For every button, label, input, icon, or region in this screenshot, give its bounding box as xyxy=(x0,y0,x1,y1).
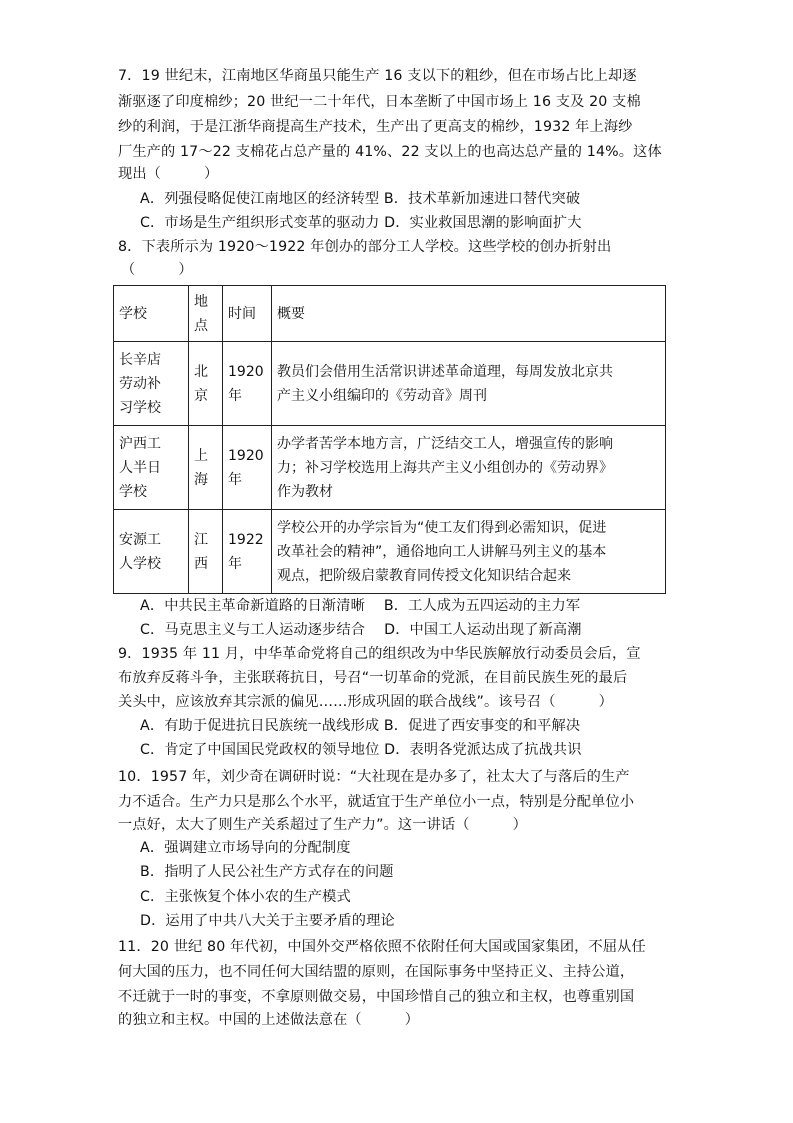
q11-line-2: 何大国的压力，也不同任何大国结盟的原则，在国际事务中坚持正义、主持公道， xyxy=(118,964,635,980)
q7-line-1: 7．19 世纪末，江南地区华商虽只能生产 16 支以下的粗纱，但在市场占比上却逐 xyxy=(118,68,637,84)
q7-line-4: 厂生产的 17～22 支棉花占总产量的 41%、22 支以上的也高达总产量的 14%。这体 xyxy=(118,144,662,160)
q8-line-1: 8．下表所示为 1920～1922 年创办的部分工人学校。这些学校的创办折射出 xyxy=(118,239,612,255)
table-cell: 安源工 人学校 xyxy=(119,531,161,572)
q7-line-3: 纱的利润，于是江浙华商提高生产技术，生产出了更高支的棉纱，1932 年上海纱 xyxy=(118,119,633,135)
q7-line-5: 现出（ ） xyxy=(118,166,219,182)
q9-line-3: 关头中，应该放弃其宗派的偏见……形成巩固的联合战线”。该号召（ ） xyxy=(118,694,613,710)
q11-line-4: 的独立和主权。中国的上述做法意在（ ） xyxy=(118,1012,420,1028)
table-cell: 长辛店 劳动补 习学校 xyxy=(119,351,161,416)
table-row xyxy=(114,510,666,594)
schools-table xyxy=(113,285,666,594)
q10-option-b: B．指明了人民公社生产方式存在的问题 xyxy=(140,864,394,880)
table-cell: 1920 年 xyxy=(228,363,264,404)
q7-options-cd: C．市场是生产组织形式变革的驱动力 D．实业救国思潮的影响面扩大 xyxy=(140,215,582,231)
table-header: 时间 xyxy=(228,305,256,322)
q7-line-2: 渐驱逐了印度棉纱；20 世纪一二十年代，日本垄断了中国市场上 16 支及 20 支棉 xyxy=(118,94,641,110)
table-cell: 1920 年 xyxy=(228,447,264,488)
q8-line-2: （ ） xyxy=(121,262,193,278)
table-cell: 1922 年 xyxy=(228,531,264,572)
q9-line-2: 布放弃反蒋斗争，主张联蒋抗日，号召“一切革命的党派，在目前民族生死的最后 xyxy=(118,670,628,686)
table-header: 地 点 xyxy=(194,293,208,334)
table-cell: 沪西工 人半日 学校 xyxy=(119,435,161,500)
table-cell: 教员们会借用生活常识讲述革命道理，每周发放北京共 产主义小组编印的《劳动音》周刊 xyxy=(277,363,613,404)
q11-line-3: 不迁就于一时的事变，不拿原则做交易，中国珍惜自己的独立和主权，也尊重别国 xyxy=(118,989,635,1005)
q10-option-a: A．强调建立市场导向的分配制度 xyxy=(140,840,351,856)
table-header: 概要 xyxy=(277,305,305,322)
table-header-row xyxy=(114,286,666,342)
q11-line-1: 11．20 世纪 80 年代初，中国外交严格依照不依附任何大国或国家集团，不屈从任 xyxy=(118,939,646,955)
q10-option-d: D．运用了中共八大关于主要矛盾的理论 xyxy=(140,913,395,929)
q9-line-1: 9．1935 年 11 月，中华革命党将自己的组织改为中华民族解放行动委员会后，宣 xyxy=(118,646,641,662)
table-cell: 北 京 xyxy=(194,363,208,404)
table-cell: 上 海 xyxy=(194,447,208,488)
table-cell: 江 西 xyxy=(194,531,208,572)
table-cell: 学校公开的办学宗旨为“使工友们得到必需知识，促进 改革社会的精神”，通俗地向工人讲解马列主义的基本 观点，把阶级启蒙教育同传授文化知识结合起来 xyxy=(277,519,607,584)
q10-line-3: 一点好，太大了则生产关系超过了生产力”。这一讲话（ ） xyxy=(118,817,527,833)
q8-options-ab: A．中共民主革命新道路的日渐清晰 B．工人成为五四运动的主力军 xyxy=(140,598,581,614)
table-row xyxy=(114,426,666,510)
q10-line-2: 力不适合。生产力只是那么个水平，就适宜于生产单位小一点，特别是分配单位小 xyxy=(118,794,635,810)
q9-options-ab: A．有助于促进抗日民族统一战线形成 B．促进了西安事变的和平解决 xyxy=(140,718,581,734)
q7-options-ab: A．列强侵略促使江南地区的经济转型 B．技术革新加速进口替代突破 xyxy=(140,191,581,207)
table-header: 学校 xyxy=(119,305,147,322)
q10-option-c: C．主张恢复个体小农的生产模式 xyxy=(140,889,351,905)
q8-options-cd: C．马克思主义与工人运动逐步结合 D．中国工人运动出现了新高潮 xyxy=(140,622,582,638)
q10-line-1: 10．1957 年，刘少奇在调研时说：“大社现在是办多了，社太大了与落后的生产 xyxy=(118,769,630,785)
q9-options-cd: C．肯定了中国国民党政权的领导地位 D．表明各党派达成了抗战共识 xyxy=(140,742,582,758)
table-cell: 办学者苦学本地方言，广泛结交工人，增强宣传的影响 力；补习学校选用上海共产主义小组创办的《劳动界》 作为教材 xyxy=(277,435,613,500)
table-row xyxy=(114,342,666,426)
